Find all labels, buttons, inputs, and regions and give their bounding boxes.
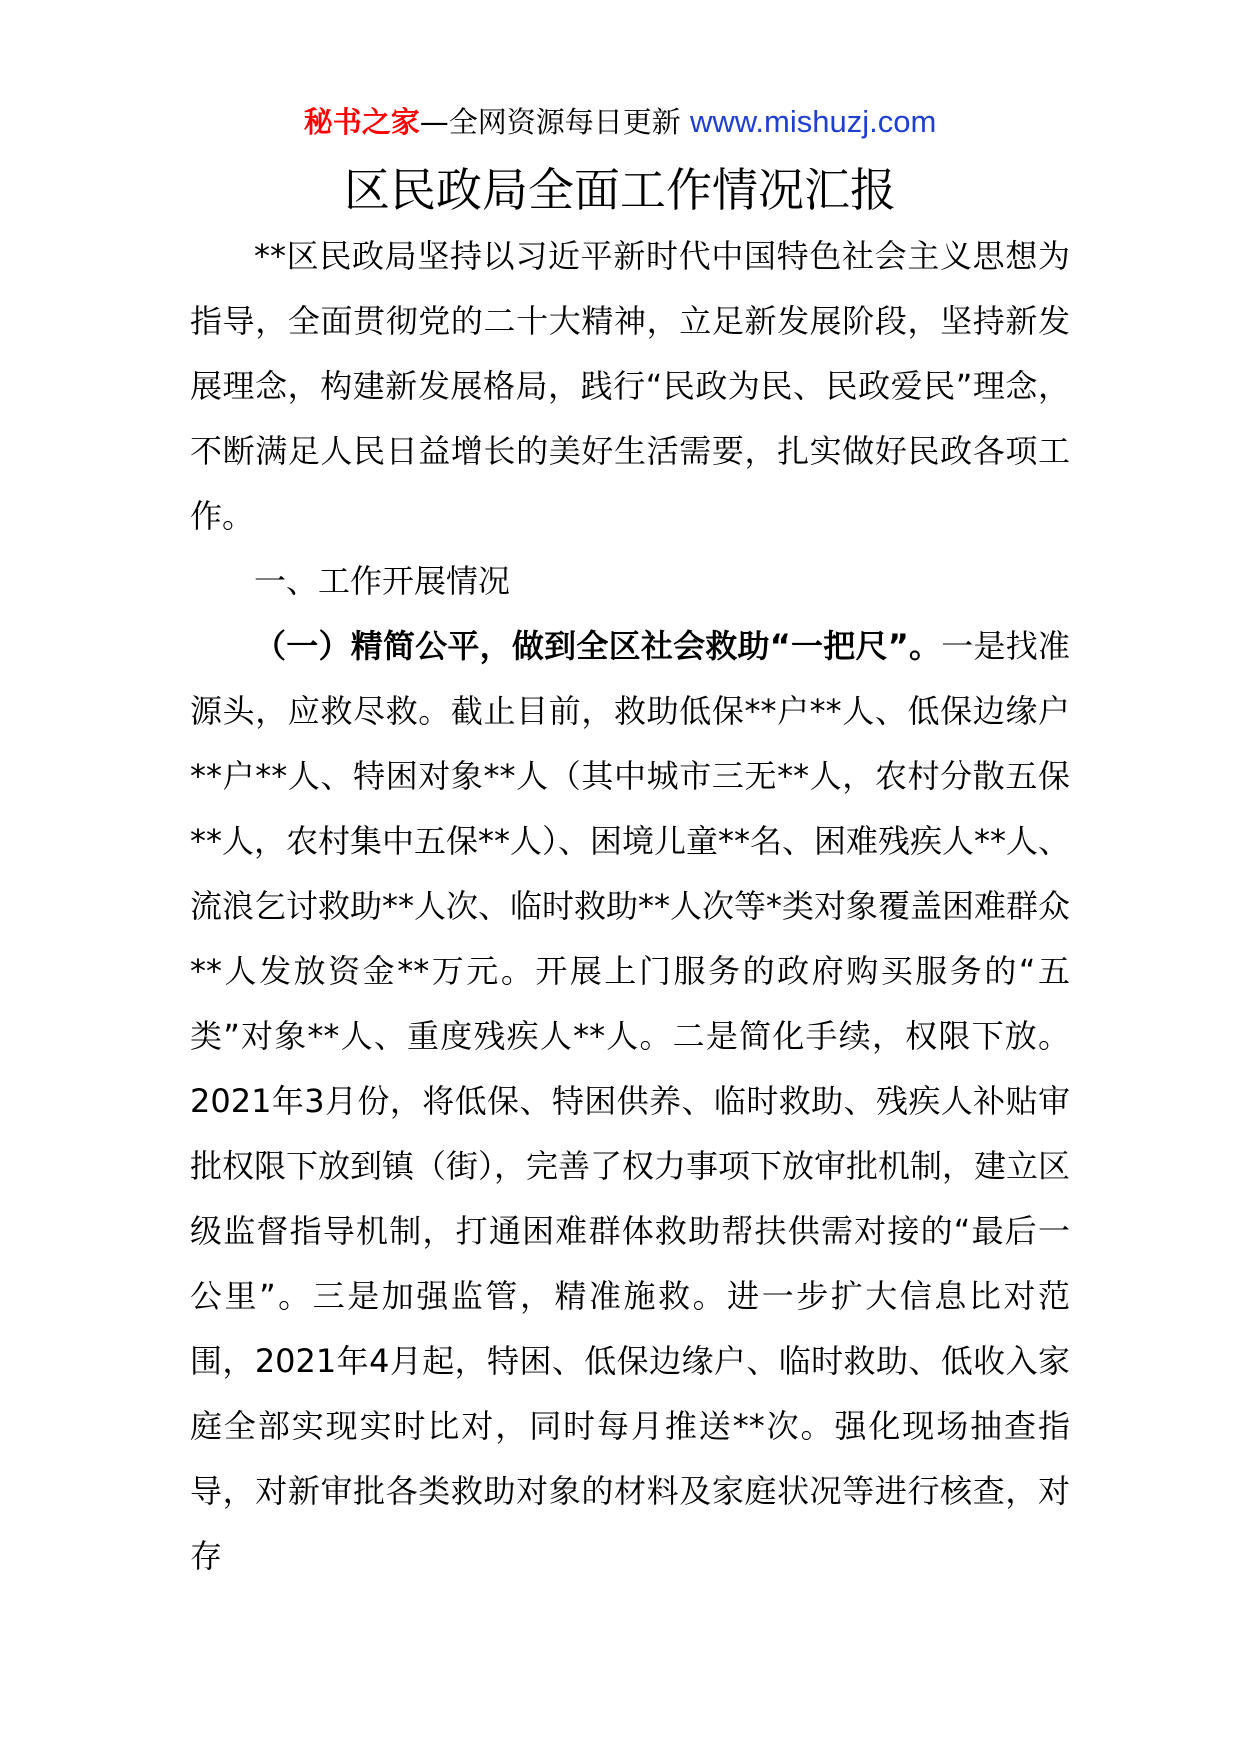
document-body <box>190 224 1070 1589</box>
subsection-heading: （一）精简公平，做到全区社会救助“一把尺”。 <box>254 627 942 665</box>
intro-paragraph: **区民政局坚持以习近平新时代中国特色社会主义思想为指导，全面贯彻党的二十大精神，立足新发展阶段，坚持新发展理念，构建新发展格局，践行“民政为民、民政爱民”理念，不断满足人民日益增长的美好生活需要，扎实做好民政各项工作。 <box>190 237 1070 535</box>
subsection-paragraph <box>190 614 1070 1589</box>
document-title: 区民政局全面工作情况汇报 <box>344 163 896 217</box>
site-banner <box>0 100 1240 144</box>
brand-name: 秘书之家 <box>303 105 420 139</box>
site-url-link[interactable]: www.mishuzj.com <box>689 104 937 139</box>
subsection-body: 一是找准源头，应救尽救。截止目前，救助低保**户**人、低保边缘户**户**人、特困对象**人（其中城市三无**人，农村分散五保**人，农村集中五保**人）、困境儿童**名、困难残疾人**人、流浪乞讨救助**人次、临时救助**人次等*类对象覆盖困难群众**人发放资金**万元。开展上门服务的政府购买服务的“五类”对象**人、重度残疾人**人。二是简化手续，权限下放。2021年3月份，将低保、特困供养、临时救助、残疾人补贴审批权限下放到镇（街），完善了权力事项下放审批机制，建立区级监督指导机制，打通困难群体救助帮扶供需对接的“最后一公里”。三是加强监管，精准施救。进一步扩大信息比对范围，2021年4月起，特困、低保边缘户、临时救助、低收入家庭全部实现实时比对，同时每月推送**次。强化现场抽查指导，对新审批各类救助对象的材料及家庭状况等进行核查，对存 <box>190 627 1071 1575</box>
section-heading: 一、工作开展情况 <box>254 562 511 600</box>
brand-tagline: —全网资源每日更新 <box>419 105 681 139</box>
